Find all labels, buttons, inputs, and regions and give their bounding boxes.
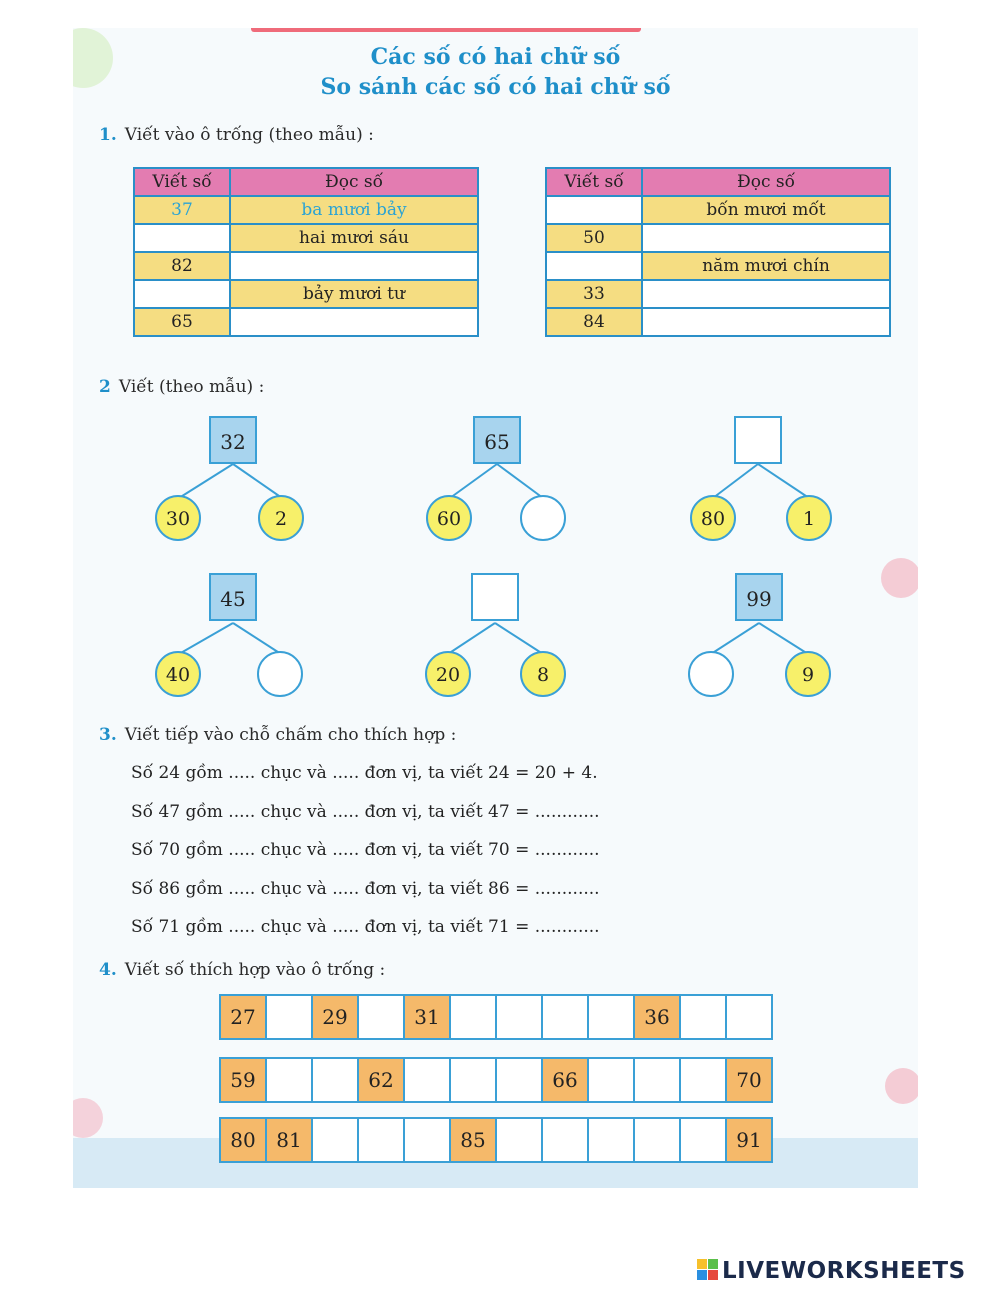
left-num-1: 37 bbox=[134, 196, 230, 224]
row-1-cell: 36 bbox=[635, 996, 681, 1038]
row-2-cell[interactable] bbox=[313, 1059, 359, 1101]
number-row-1 bbox=[219, 994, 773, 1040]
tree-4-left: 40 bbox=[155, 651, 201, 697]
row-1-cell[interactable] bbox=[681, 996, 727, 1038]
right-num-4: 33 bbox=[546, 280, 642, 308]
row-2-cell: 66 bbox=[543, 1059, 589, 1101]
tree-5-top[interactable] bbox=[471, 573, 519, 621]
row-1-cell: 27 bbox=[221, 996, 267, 1038]
row-3-cell[interactable] bbox=[359, 1119, 405, 1161]
row-1-cell[interactable] bbox=[543, 996, 589, 1038]
exercise-2-instruction: Viết (theo mẫu) : bbox=[118, 377, 265, 397]
right-words-3: năm mươi chín bbox=[642, 252, 890, 280]
exercise-3-line-1: Số 24 gồm ..... chục và ..... đơn vị, ta viết 24 = 20 + 4. bbox=[131, 763, 598, 783]
row-2-cell[interactable] bbox=[681, 1059, 727, 1101]
tree-6-right: 9 bbox=[785, 651, 831, 697]
header-write-right: Viết số bbox=[546, 168, 642, 196]
brand-text: LIVEWORKSHEETS bbox=[722, 1258, 966, 1284]
row-3-cell[interactable] bbox=[635, 1119, 681, 1161]
right-words-1: bốn mươi mốt bbox=[642, 196, 890, 224]
row-3-cell: 81 bbox=[267, 1119, 313, 1161]
tree-4-top: 45 bbox=[209, 573, 257, 621]
exercise-4-number: 4. bbox=[99, 960, 117, 980]
row-2-cell: 62 bbox=[359, 1059, 405, 1101]
tree-2-top: 65 bbox=[473, 416, 521, 464]
row-1-cell[interactable] bbox=[359, 996, 405, 1038]
row-3-cell[interactable] bbox=[313, 1119, 359, 1161]
header-read: Đọc số bbox=[230, 168, 478, 196]
left-words-1: ba mươi bảy bbox=[230, 196, 478, 224]
row-3-cell: 85 bbox=[451, 1119, 497, 1161]
tree-3-right: 1 bbox=[786, 495, 832, 541]
tree-6-left[interactable] bbox=[688, 651, 734, 697]
row-1-cell[interactable] bbox=[451, 996, 497, 1038]
row-2-cell: 70 bbox=[727, 1059, 771, 1101]
tree-6-top: 99 bbox=[735, 573, 783, 621]
tree-4-right[interactable] bbox=[257, 651, 303, 697]
decor-flower-left bbox=[73, 1098, 103, 1138]
tree-3-left: 80 bbox=[690, 495, 736, 541]
header-write: Viết số bbox=[134, 168, 230, 196]
row-3-cell[interactable] bbox=[497, 1119, 543, 1161]
number-row-3 bbox=[219, 1117, 773, 1163]
row-1-cell[interactable] bbox=[589, 996, 635, 1038]
left-words-2: hai mươi sáu bbox=[230, 224, 478, 252]
tree-1-right: 2 bbox=[258, 495, 304, 541]
tree-connectors bbox=[73, 28, 918, 728]
exercise-1-number: 1. bbox=[99, 125, 117, 145]
tree-3-top[interactable] bbox=[734, 416, 782, 464]
worksheet-page bbox=[73, 28, 918, 1188]
tree-1-left: 30 bbox=[155, 495, 201, 541]
row-3-cell[interactable] bbox=[681, 1119, 727, 1161]
right-num-2: 50 bbox=[546, 224, 642, 252]
number-row-2 bbox=[219, 1057, 773, 1103]
exercise-3-line-5[interactable]: Số 71 gồm ..... chục và ..... đơn vị, ta viết 71 = ............ bbox=[131, 917, 600, 937]
left-words-4: bảy mươi tư bbox=[230, 280, 478, 308]
right-num-5: 84 bbox=[546, 308, 642, 336]
exercise-3-heading bbox=[99, 725, 456, 745]
row-3-cell[interactable] bbox=[405, 1119, 451, 1161]
row-3-cell: 91 bbox=[727, 1119, 771, 1161]
decor-flower-right-2 bbox=[885, 1068, 918, 1104]
exercise-3-line-3[interactable]: Số 70 gồm ..... chục và ..... đơn vị, ta viết 70 = ............ bbox=[131, 840, 600, 860]
exercise-4-instruction: Viết số thích hợp vào ô trống : bbox=[124, 960, 386, 980]
brand-icon bbox=[697, 1259, 719, 1281]
row-2-cell[interactable] bbox=[589, 1059, 635, 1101]
exercise-3-instruction: Viết tiếp vào chỗ chấm cho thích hợp : bbox=[124, 725, 457, 745]
header-read-right: Đọc số bbox=[642, 168, 890, 196]
row-1-cell[interactable] bbox=[267, 996, 313, 1038]
row-2-cell: 59 bbox=[221, 1059, 267, 1101]
left-num-3: 82 bbox=[134, 252, 230, 280]
exercise-2-number: 2 bbox=[99, 377, 111, 397]
page-subtitle: So sánh các số có hai chữ số bbox=[320, 74, 671, 100]
row-1-cell[interactable] bbox=[497, 996, 543, 1038]
exercise-3-line-4[interactable]: Số 86 gồm ..... chục và ..... đơn vị, ta viết 86 = ............ bbox=[131, 879, 600, 899]
row-2-cell[interactable] bbox=[497, 1059, 543, 1101]
liveworksheets-logo bbox=[697, 1258, 966, 1284]
left-num-5: 65 bbox=[134, 308, 230, 336]
exercise-3-number: 3. bbox=[99, 725, 117, 745]
tree-5-left: 20 bbox=[425, 651, 471, 697]
row-2-cell[interactable] bbox=[451, 1059, 497, 1101]
exercise-3-line-2[interactable]: Số 47 gồm ..... chục và ..... đơn vị, ta viết 47 = ............ bbox=[131, 802, 600, 822]
row-2-cell[interactable] bbox=[267, 1059, 313, 1101]
tree-2-left: 60 bbox=[426, 495, 472, 541]
exercise-1-instruction: Viết vào ô trống (theo mẫu) : bbox=[124, 125, 374, 145]
row-1-cell: 29 bbox=[313, 996, 359, 1038]
exercise-4-heading bbox=[99, 960, 385, 980]
tree-1-top: 32 bbox=[209, 416, 257, 464]
row-2-cell[interactable] bbox=[405, 1059, 451, 1101]
row-3-cell: 80 bbox=[221, 1119, 267, 1161]
row-3-cell[interactable] bbox=[543, 1119, 589, 1161]
tree-5-right: 8 bbox=[520, 651, 566, 697]
row-3-cell[interactable] bbox=[589, 1119, 635, 1161]
row-2-cell[interactable] bbox=[635, 1059, 681, 1101]
row-1-cell: 31 bbox=[405, 996, 451, 1038]
page-title: Các số có hai chữ số bbox=[370, 44, 621, 70]
tree-2-right[interactable] bbox=[520, 495, 566, 541]
row-1-cell[interactable] bbox=[727, 996, 771, 1038]
